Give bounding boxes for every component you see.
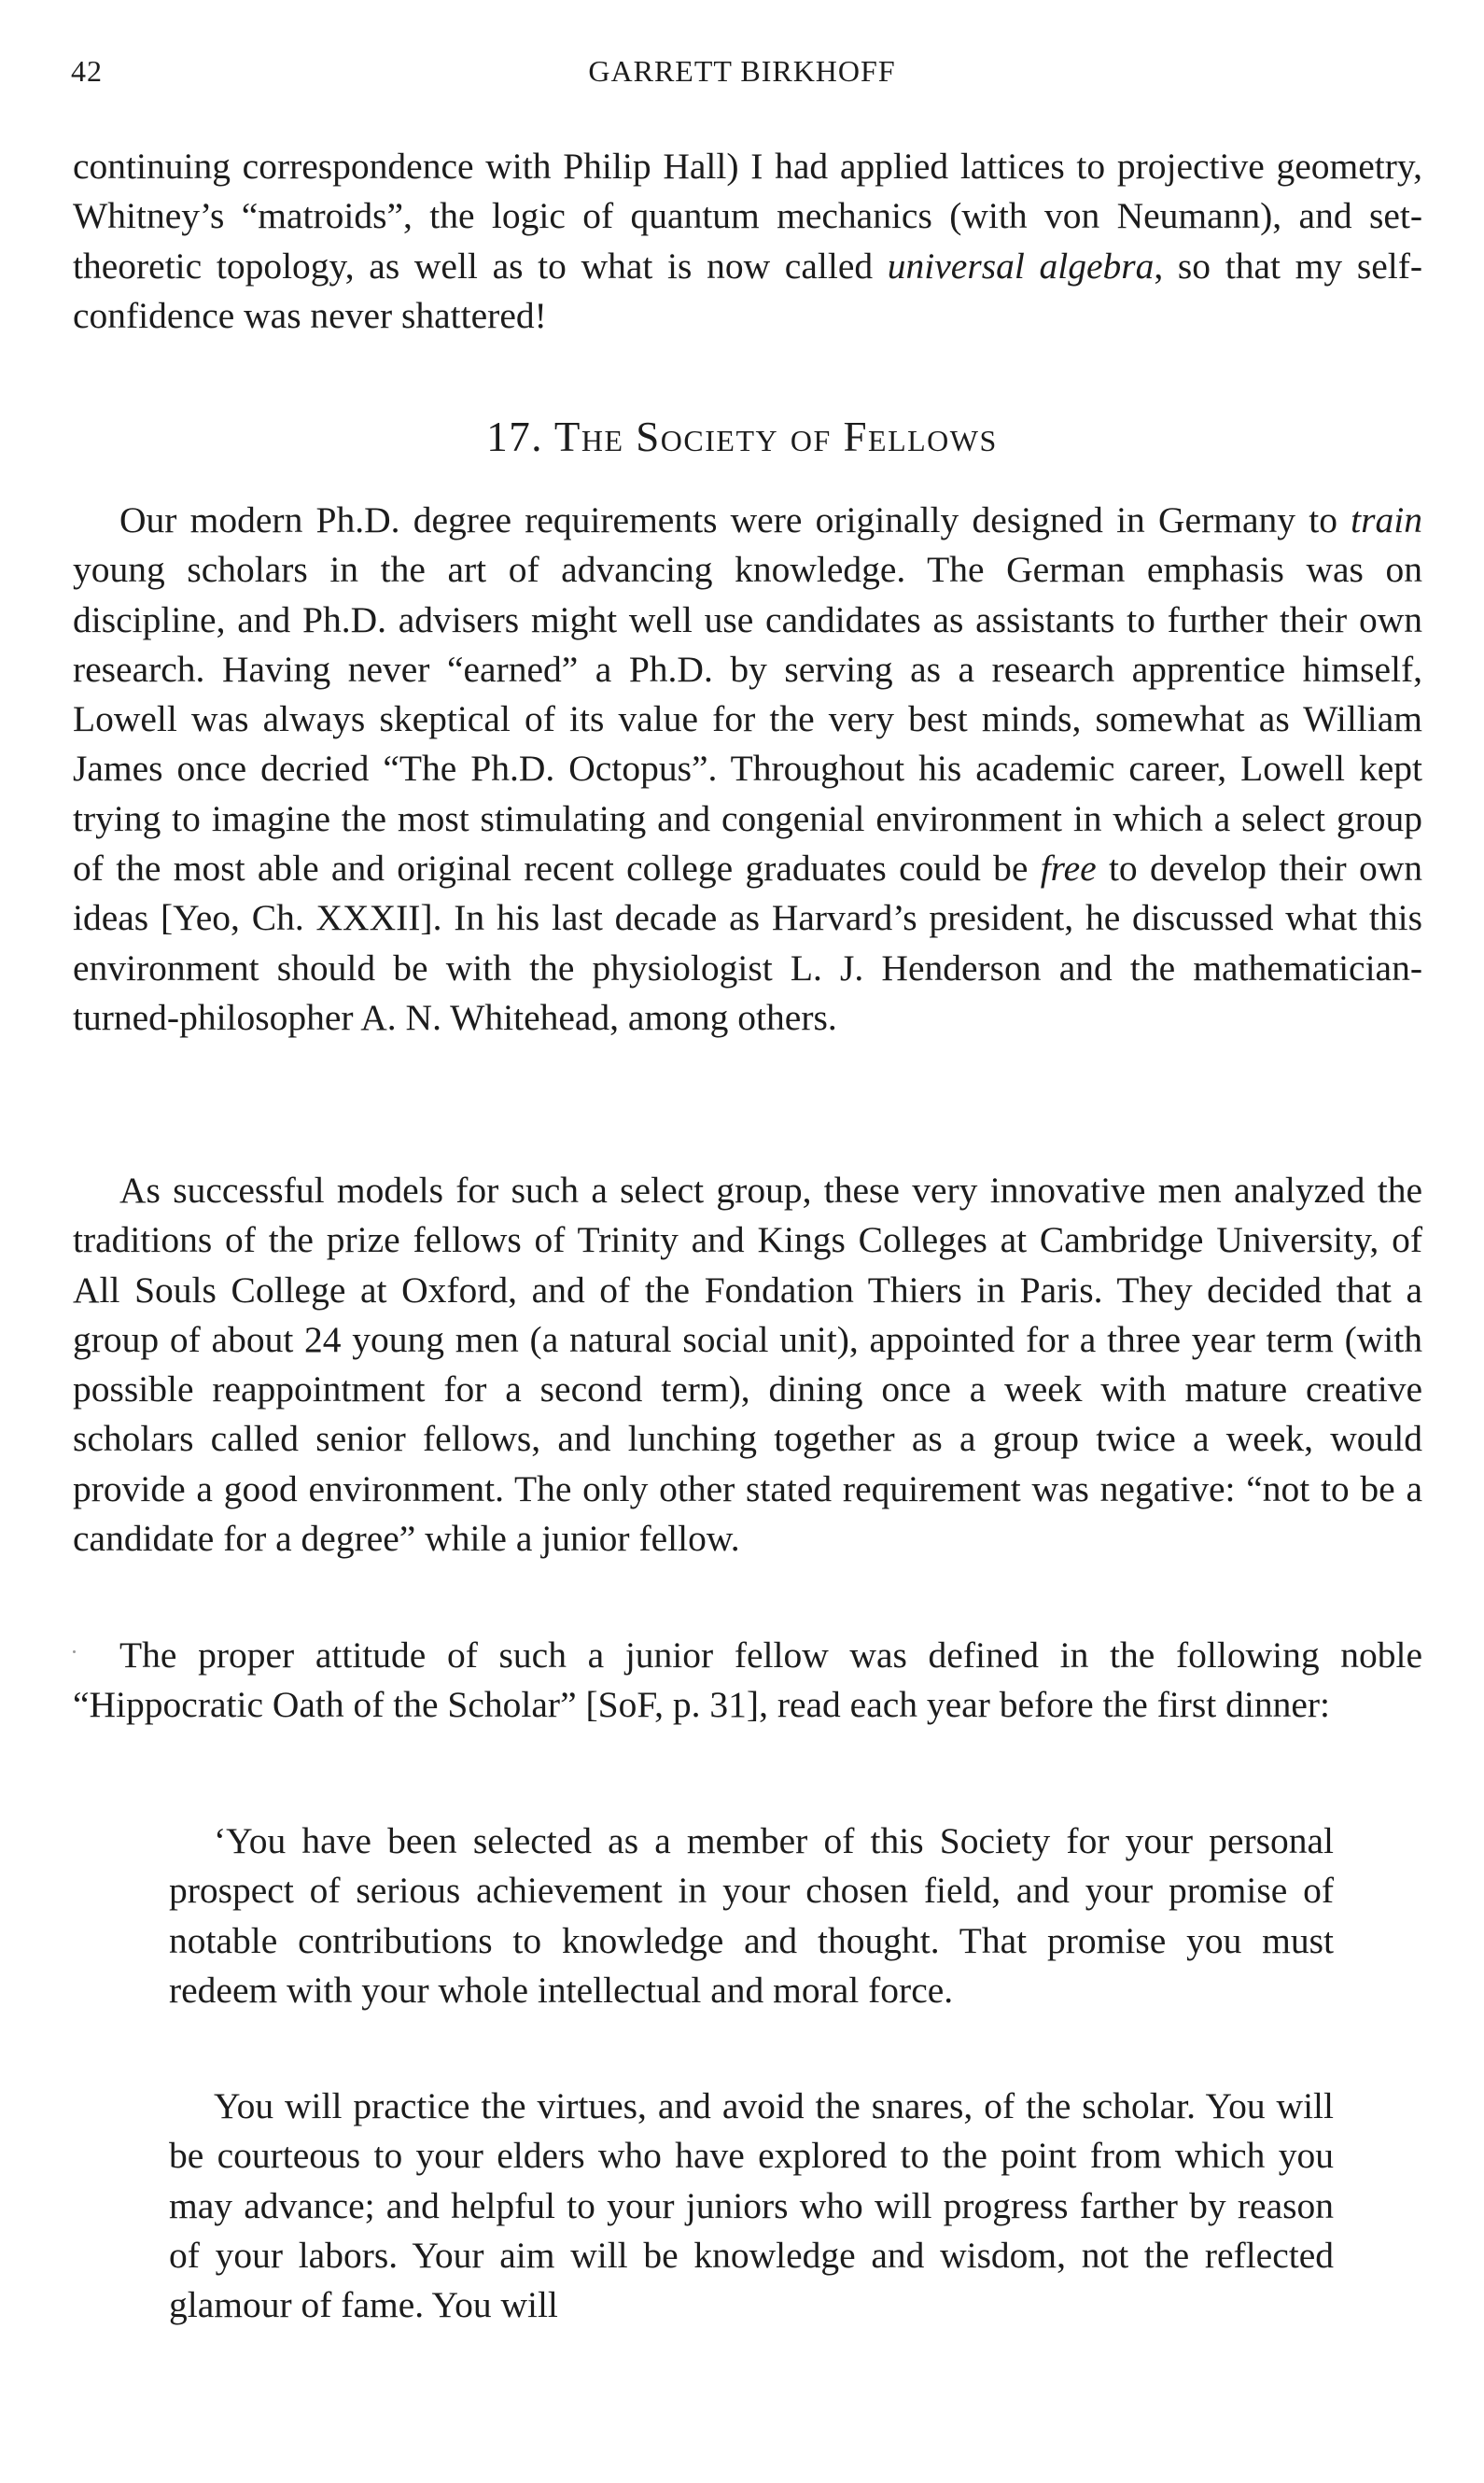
- section-heading: 17. The Society of Fellows: [486, 414, 998, 460]
- body-paragraph-1: [73, 496, 1422, 1043]
- page-number: 42: [71, 54, 103, 88]
- paragraph-1-text-1: Our modern Ph.D. degree requirements were originally designed in Germany to: [119, 499, 1351, 540]
- oath-quote-paragraph-1: ‘You have been selected as a member of this Society for your personal prospect of serious achievement in your chosen field, and your promise of notable contributions to knowledge and thought. That promise you must redeem with your whole intellectual and moral force.: [169, 1820, 1334, 2011]
- body-paragraph-2: As successful models for such a select group, these very innovative men analyzed the traditions of the prize fellows of Trinity and Kings Colleges at Cambridge University, of All Souls College at Oxford, and of the Fondation Thiers in Paris. They decided that a group of about 24 young men (a natural social unit), appointed for a three year term (with possible reappointment for a second term), dining once a week with mature creative scholars called senior fellows, and lunching together as a group twice a week, would provide a good environment. The only other stated requirement was negative: “not to be a candidate for a degree” while a junior fellow.: [73, 1170, 1422, 1560]
- continuation-text-1: continuing correspondence with Philip Hall) I had applied lattices to projective geometry, Whitney’s “matroids”, the logic of quantum mechanics (with von Neumann), and set-theoretic topology, as well as to what is now called: [73, 146, 1422, 287]
- print-speck: [73, 1650, 76, 1653]
- oath-quote-paragraph-2: You will practice the virtues, and avoid the snares, of the scholar. You will be courteous to your elders who have explored to the point from which you may advance; and helpful to your juniors who will progress farther by reason of your labors. Your aim will be knowledge and wisdom, not the reflected glamour of fame. You will: [169, 2085, 1334, 2326]
- paragraph-1-italic-train: train: [1351, 499, 1422, 540]
- paragraph-1-text-2: young scholars in the art of advancing knowledge. The German emphasis was on discipline, and Ph.D. advisers might well use candidates as assistants to further their own research. Having never “earned” a Ph.D. by serving as a research apprentice himself, Lowell was always skeptical of its value for the very best minds, somewhat as William James once decried “The Ph.D. Octopus”. Throughout his academic career, Lowell kept trying to imagine the most stimulating and congenial environment in which a select group of the most able and original recent college graduates could be: [73, 549, 1422, 890]
- paragraph-1-text-3: to develop their own ideas [Yeo, Ch. XXXII]. In his last decade as Harvard’s president, he discussed what this environment should be with the physiologist L. J. Henderson and the mathematician-turned-philosopher A. N. Whitehead, among others.: [73, 848, 1422, 1038]
- paragraph-1-italic-free: free: [1040, 848, 1097, 890]
- body-paragraph-3: The proper attitude of such a junior fellow was defined in the following noble “Hippocratic Oath of the Scholar” [SoF, p. 31], read each year before the first dinner:: [73, 1634, 1422, 1726]
- continuation-paragraph: [73, 142, 1422, 341]
- continuation-text-2: , so that my self-confidence was never shattered!: [73, 245, 1423, 336]
- running-title: GARRETT BIRKHOFF: [588, 54, 896, 88]
- running-header: [0, 54, 1484, 101]
- continuation-italic-term: universal algebra: [887, 245, 1155, 287]
